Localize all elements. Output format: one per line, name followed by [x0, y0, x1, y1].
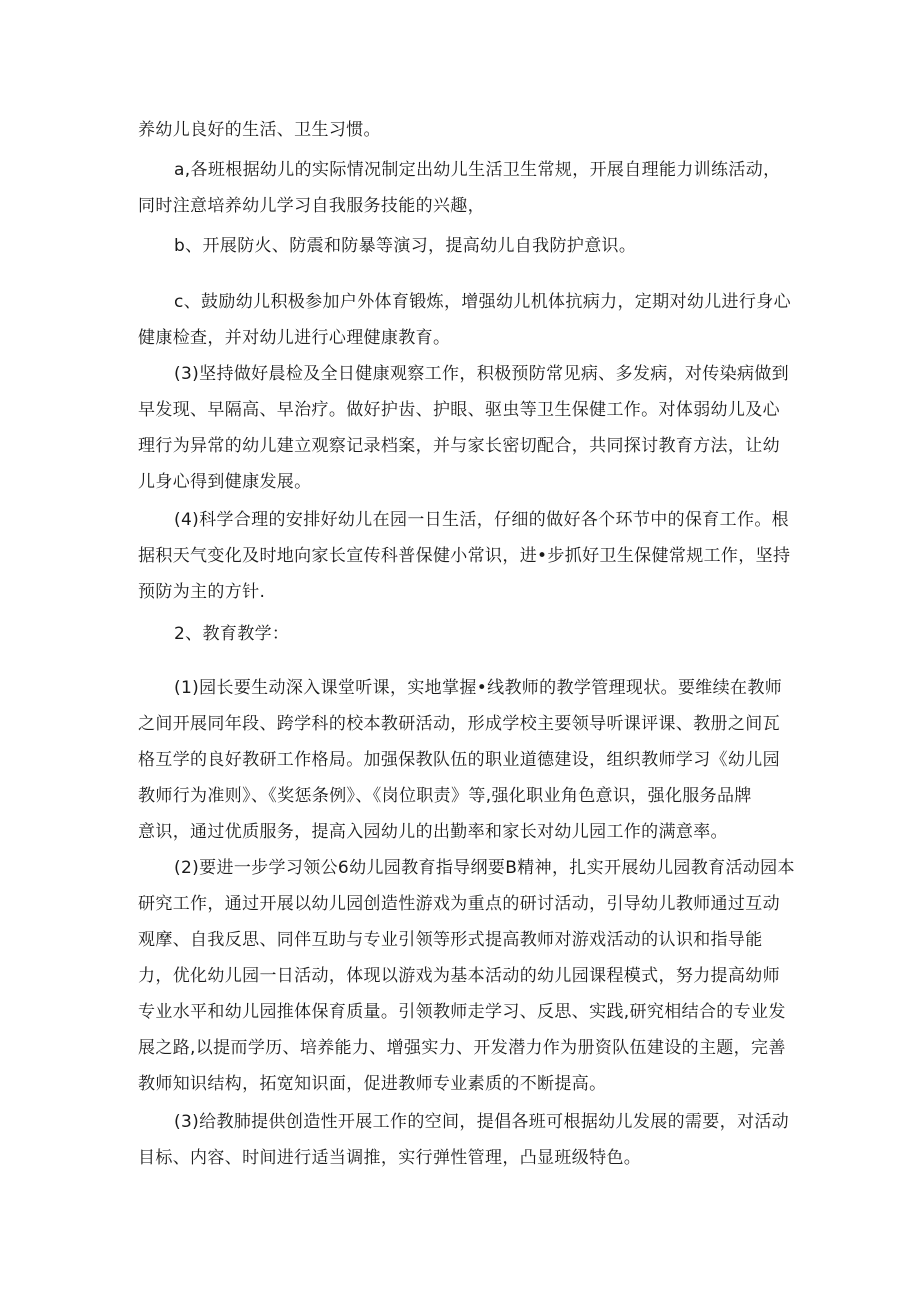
- text-line: 预防为主的方针.: [138, 582, 266, 602]
- text-line: 早发现、早隔高、早治疗。做好护齿、护眼、驱虫等卫生保健工作。对体弱幼儿及心: [138, 400, 780, 420]
- text-line: (1)园长要生动深入课堂听课，实地掌握•线教师的教学管理现状。要维续在教师: [174, 678, 783, 698]
- text-line: 教师行为准则》、《奖惩条例》、《岗位职责》等,强化职业角色意识，强化服务品牌: [138, 786, 752, 806]
- text-line: 目标、内容、时间进行适当调推，实行弹性管理，凸显班级特色。: [138, 1148, 642, 1168]
- text-line: 儿身心得到健康发展。: [138, 472, 312, 492]
- text-line: b、开展防火、防震和防暴等演习，提高幼儿自我防护意识。: [174, 236, 637, 256]
- text-line: 理行为异常的幼儿建立观察记录档案，并与家长密切配合，共同探讨教育方法，让幼: [138, 436, 780, 456]
- text-line: 展之路,以提而学历、培养能力、增强实力、开发潜力作为册资队伍建设的主题，完善: [138, 1038, 786, 1058]
- text-line: 同时注意培养幼儿学习自我服务技能的兴趣，: [138, 196, 485, 216]
- text-line: 健康检查，并对幼儿进行心理健康教育。: [138, 328, 451, 348]
- text-line: 专业水平和幼儿园推体保育质量。引领教师走学习、反思、实践,研究相结合的专业发: [138, 1002, 786, 1022]
- text-line: 意识，通过优质服务，提高入园幼儿的出勤率和家长对幼儿园工作的满意率。: [138, 822, 728, 842]
- text-line: (2)要进一步学习领公6幼儿园教育指导纲要B精神，扎实开展幼儿园教育活动园本: [174, 858, 795, 878]
- text-line: 养幼儿良好的生活、卫生习惯。: [138, 120, 381, 140]
- text-line: 之间开展同年段、跨学科的校本教研活动，形成学校主要领导听课评课、教册之间瓦: [138, 714, 780, 734]
- text-line: 据积天气变化及时地向家长宣传科普保健小常识，进•步抓好卫生保健常规工作，坚持: [138, 546, 791, 566]
- text-line: 格互学的良好教研工作格局。加强保教队伍的职业道德建设，组织教师学习《幼儿园: [138, 750, 780, 770]
- text-line: (3)给教肺提供创造性开展工作的空间，提倡各班可根据幼儿发展的需要，对活动: [174, 1112, 790, 1132]
- text-line: 观摩、自我反思、同伴互助与专业引领等形式提高教师对游戏活动的认识和指导能: [138, 930, 763, 950]
- text-line: (4)科学合理的安排好幼儿在园一日生活，仔细的做好各个环节中的保育工作。根: [174, 510, 790, 530]
- text-line: 研究工作，通过开展以幼儿园创造性游戏为重点的研讨活动，引导幼儿教师通过互动: [138, 894, 780, 914]
- text-line: 力，优化幼儿园一日活动，体现以游戏为基本活动的幼儿园课程模式，努力提高幼师: [138, 966, 780, 986]
- text-line: 教师知识结构，拓宽知识面，促进教师专业素质的不断提高。: [138, 1074, 607, 1094]
- section-heading: 2、教育教学：: [174, 624, 290, 644]
- text-line: a,各班根据幼儿的实际情况制定出幼儿生活卫生常规，开展自理能力训练活动，: [174, 160, 781, 180]
- text-line: c、鼓励幼儿积极参加户外体育锻炼，增强幼儿机体抗病力，定期对幼儿进行身心: [174, 292, 791, 312]
- text-line: (3)坚持做好晨检及全日健康观察工作，积极预防常见病、多发病，对传染病做到: [174, 364, 790, 384]
